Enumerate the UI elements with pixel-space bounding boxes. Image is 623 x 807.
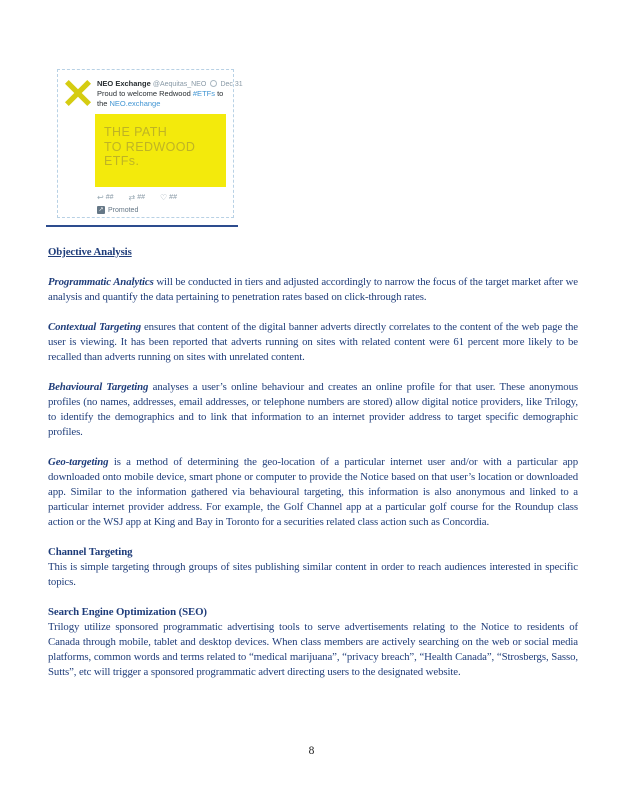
- paragraph-text: will be conducted in tiers and adjusted accordingly to narrow the focus of the target market after we analysis and quantify the data pertaining to penetration rates based on click-through rates.: [48, 276, 578, 303]
- reply-button[interactable]: [97, 193, 114, 202]
- paragraph-text: is a method of determining the geo-location of a particular internet user and/or with a particular app downloaded onto mobile device, smart phone or computer to provide the Notice based on that user’s location or downloaded app. Similar to the information gathered via behavioural targeting, this information is also anonymous and linked to a particular internet provider address. For example, the Golf Channel app at a particular golf course for the Roundup class action or the WSJ app at King and Bay in Toronto for a securities related class action such as Concordia.: [48, 456, 578, 528]
- tweet-divider-line: [46, 225, 238, 227]
- paragraph-lead: Programmatic Analytics: [48, 276, 154, 288]
- paragraph-channel-targeting: This is simple targeting through groups of sites publishing similar content in order to reach audiences interested in specific topics.: [48, 561, 578, 588]
- heading-objective-analysis: Objective Analysis: [48, 246, 132, 258]
- paragraph-behavioural-targeting: [48, 380, 578, 440]
- tweet-text-segment: to the: [97, 89, 224, 108]
- reply-count: ##: [105, 194, 114, 201]
- document-body: [48, 240, 578, 680]
- tweet-text-segment: Proud to welcome Redwood: [97, 89, 193, 98]
- tweet-handle[interactable]: @Aequitas_NEO: [152, 81, 207, 88]
- paragraph-lead: Contextual Targeting: [48, 321, 142, 333]
- tweet-action-bar: [97, 193, 229, 202]
- hashtag-link[interactable]: #ETFs: [192, 89, 215, 98]
- neo-exchange-avatar: [65, 80, 91, 106]
- retweet-button[interactable]: [129, 193, 146, 202]
- promoted-badge: [97, 206, 138, 214]
- tweet-embed: [57, 69, 243, 218]
- paragraph-text: ensures that content of the digital banner adverts directly correlates to the content of the web page the user is viewing. It has been reported that adverts running on sites with related content were 61 percent more likely to be recalled than adverts running on sites with unrelated content.: [48, 321, 578, 363]
- heart-icon: ♡: [160, 193, 168, 202]
- tweet-image-line: TO REDWOOD: [104, 139, 196, 154]
- tweet-author[interactable]: NEO Exchange: [97, 79, 151, 88]
- tweet-media-image[interactable]: [95, 114, 226, 187]
- retweet-count: ##: [137, 194, 145, 201]
- paragraph-seo: Trilogy utilize sponsored programmatic advertising tools to serve advertisements relating to the Notice to residents of Canada through mobile, tablet and desktop devices. When class members are actively searching on the web or social media platforms, common words and terms related to “medical marijuana”, “privacy breach”, “Health Canada”, “Strosbergs, Sasso, Sutts”, etc will trigger a sponsored programmatic advert directing users to the designated website.: [48, 621, 578, 678]
- like-count: ##: [169, 194, 177, 201]
- heading-seo: Search Engine Optimization (SEO): [48, 606, 207, 618]
- reply-icon: ↩: [97, 193, 104, 202]
- paragraph-lead: Geo-targeting: [48, 456, 109, 468]
- paragraph-lead: Behavioural Targeting: [48, 381, 149, 393]
- neo-x-logo-icon: [65, 80, 91, 106]
- paragraph-contextual-targeting: [48, 320, 578, 365]
- neo-exchange-link[interactable]: NEO.exchange: [109, 98, 161, 108]
- heading-channel-targeting: Channel Targeting: [48, 546, 133, 558]
- promoted-icon: ↗: [98, 207, 104, 213]
- tweet-image-line: THE PATH: [104, 125, 168, 139]
- page-number: 8: [308, 745, 315, 757]
- clock-icon: [210, 80, 217, 87]
- retweet-icon: ⇄: [128, 193, 136, 202]
- tweet-header: [97, 79, 243, 89]
- like-button[interactable]: [160, 193, 177, 202]
- paragraph-programmatic-analytics: [48, 275, 578, 305]
- paragraph-text: analyses a user’s online behaviour and creates an online profile for that user. These anonymous profiles (no names, addresses, email addresses, or telephone numbers are stored) allow digital notice providers, like Trilogy, to identify the demographics and to link that information to an internet provider address to target specific demographic profiles.: [48, 381, 578, 438]
- tweet-timestamp: Dec 31: [220, 81, 243, 88]
- paragraph-geo-targeting: [48, 455, 578, 530]
- promoted-label: Promoted: [108, 206, 139, 214]
- tweet-image-line: ETFs.: [104, 154, 140, 168]
- tweet-text: [97, 89, 229, 108]
